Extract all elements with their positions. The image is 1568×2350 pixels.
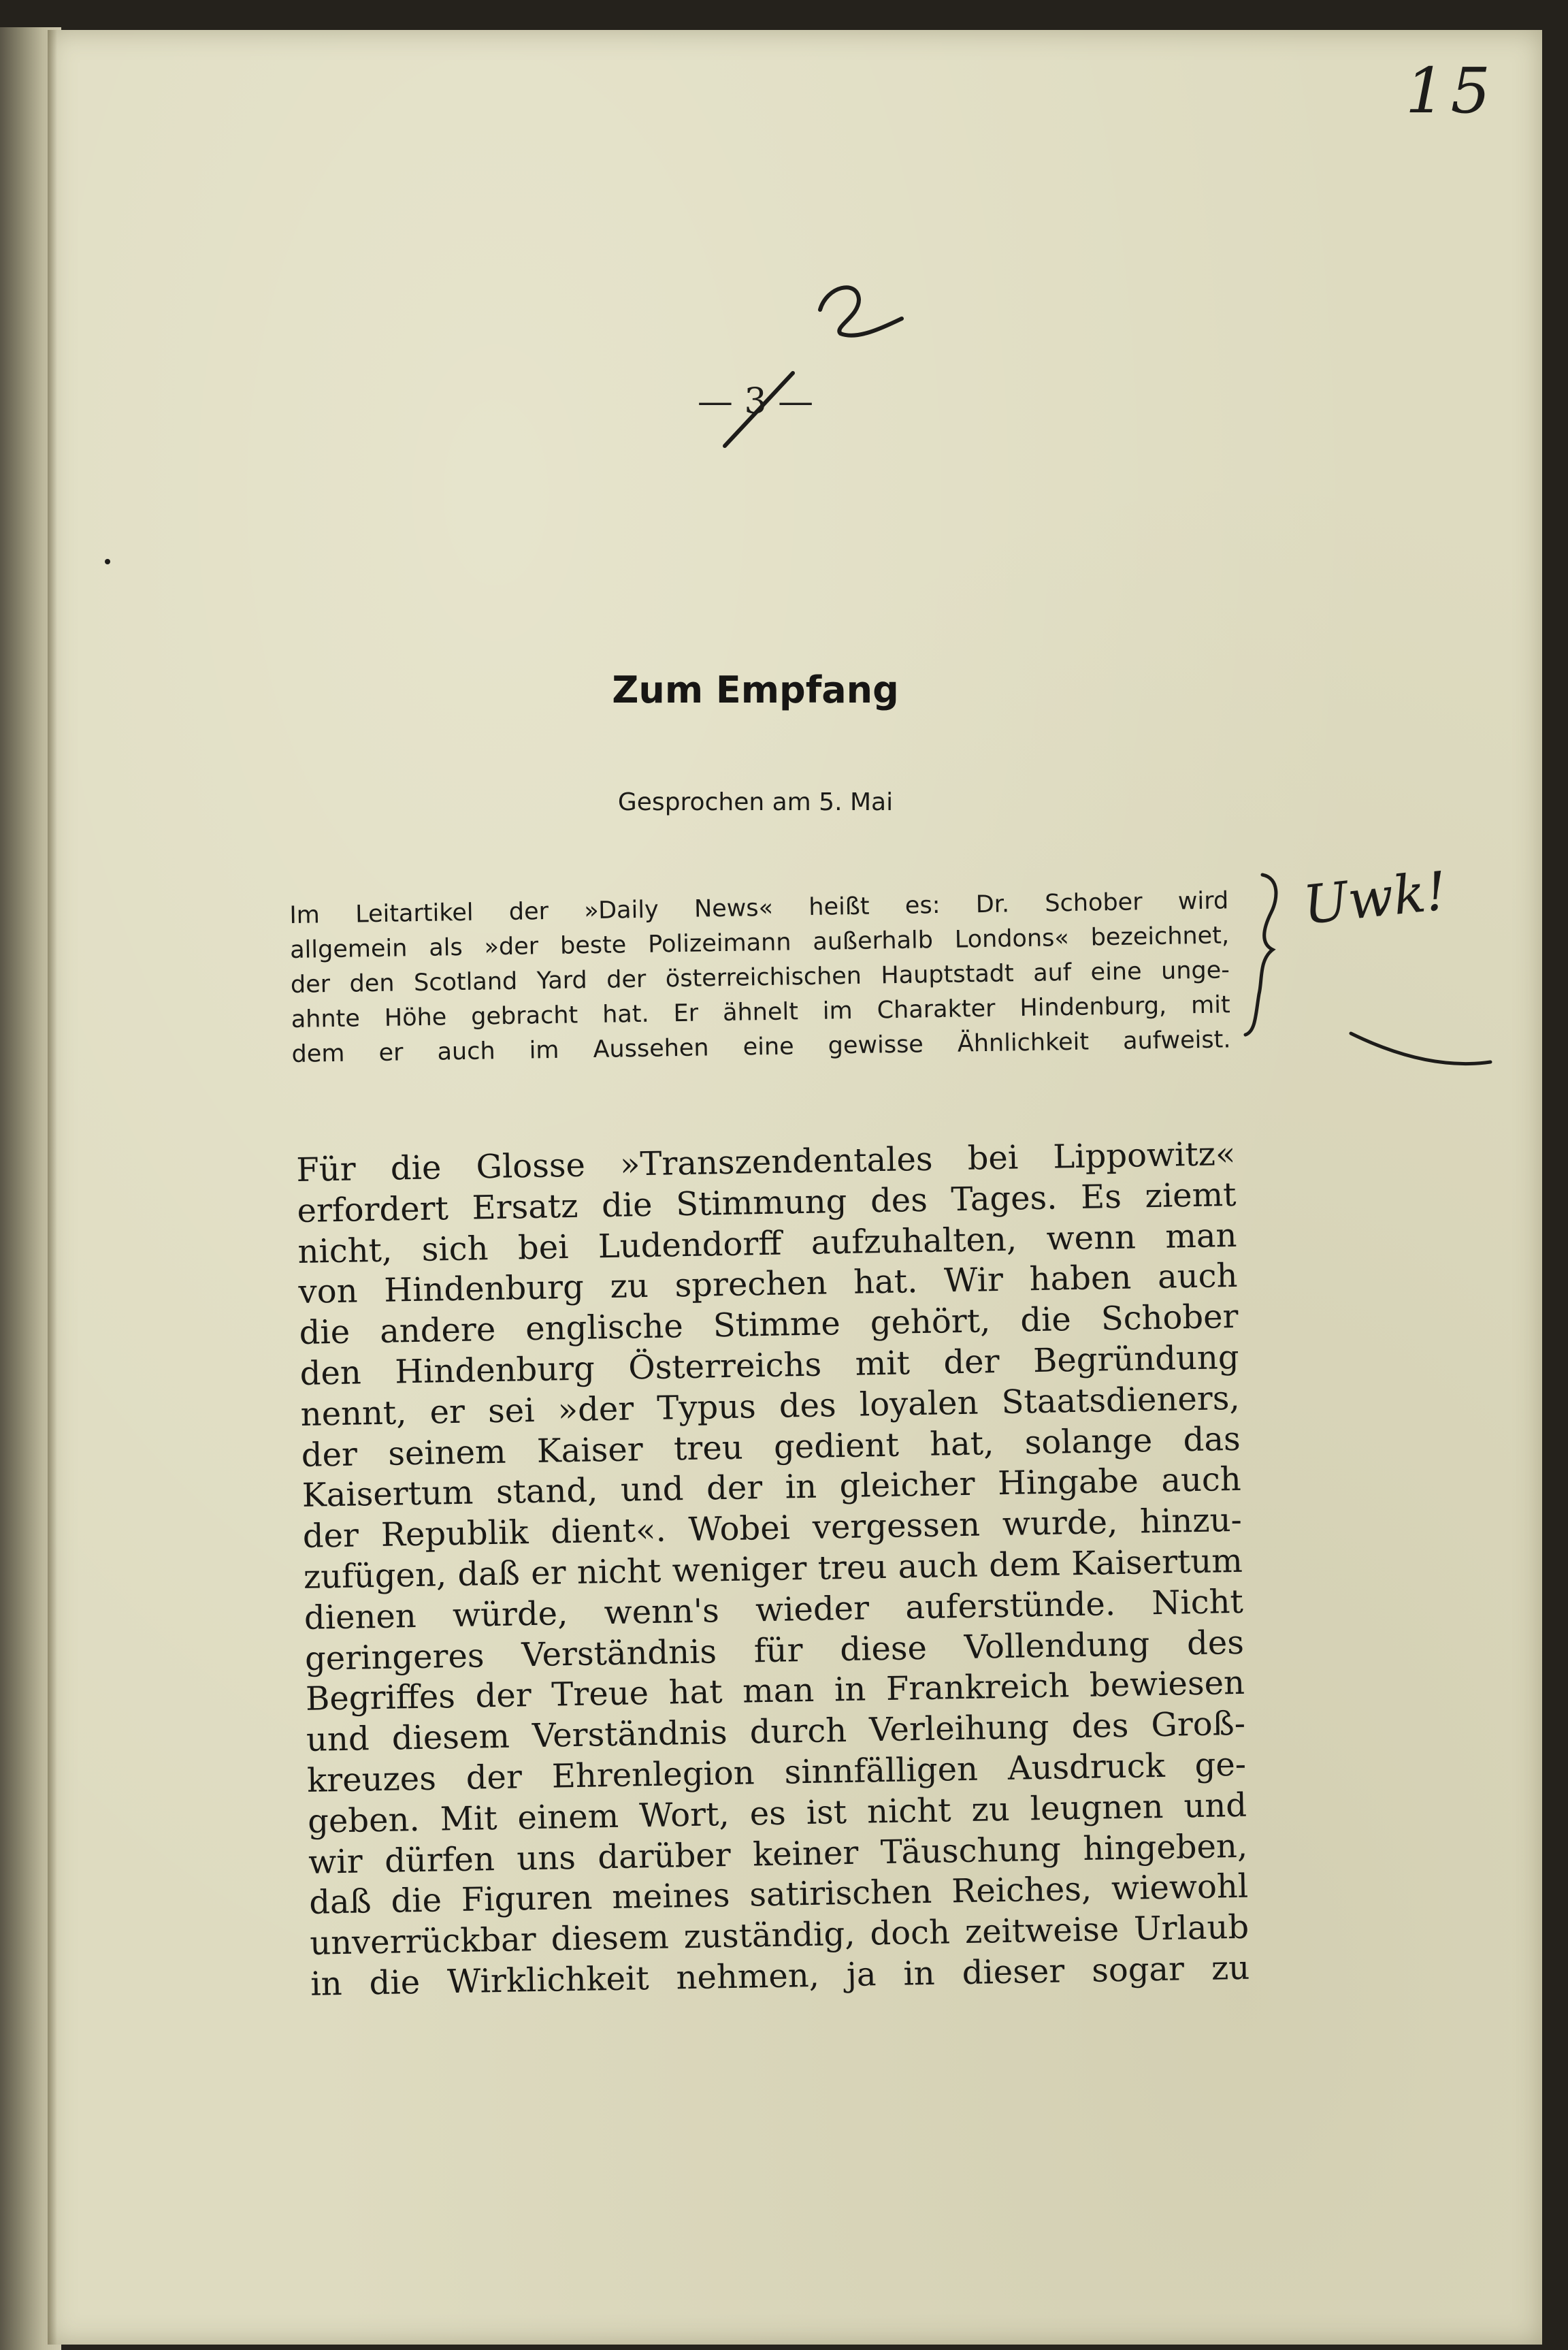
- quote-line: ahnte Höhe gebracht hat. Er ähnelt im Charakter Hindenburg, mit: [291, 991, 1230, 1033]
- page-shadow-edge: [48, 30, 57, 2345]
- page-subtitle: Gesprochen am 5. Mai: [617, 788, 894, 816]
- handwritten-folio-number: 15: [1405, 54, 1497, 127]
- body-line: den Hindenburg Österreichs mit der Begründung: [299, 1338, 1240, 1393]
- body-line: wir dürfen uns darüber keiner Täuschung hingeben,: [308, 1826, 1248, 1882]
- body-line: der seinem Kaiser treu gedient hat, solange das: [301, 1419, 1241, 1475]
- body-line: zufügen, daß er nicht weniger treu auch dem Kaisertum: [303, 1541, 1243, 1596]
- quote-line: Im Leitartikel der »Daily News« heißt es: Dr. Schober wird: [289, 887, 1229, 929]
- body-line: der Republik dient«. Wobei vergessen wurde, hinzu-: [302, 1501, 1243, 1556]
- body-line: und diesem Verständnis durch Verleihung des Groß-: [306, 1704, 1246, 1760]
- body-line: dienen würde, wenn's wieder auferstünde. Nicht: [304, 1582, 1244, 1637]
- body-line: Für die Glosse »Transzendentales bei Lippowitz«: [296, 1134, 1236, 1189]
- body-line: nicht, sich bei Ludendorff aufzuhalten, wenn man: [297, 1216, 1237, 1271]
- quote-line: der den Scotland Yard der österreichischen Hauptstadt auf eine unge-: [290, 956, 1230, 999]
- body-line: daß die Figuren meines satirischen Reiches, wiewohl: [308, 1867, 1249, 1922]
- body-line: nennt, er sei »der Typus des loyalen Staatsdieners,: [300, 1379, 1241, 1434]
- body-line: Kaisertum stand, und der in gleicher Hingabe auch: [301, 1460, 1242, 1515]
- body-line: Begriffes der Treue hat man in Frankreich bewiesen: [305, 1664, 1245, 1719]
- body-line: geringeres Verständnis für diese Vollendung des: [304, 1623, 1245, 1678]
- handwritten-annotation: Uwk!: [1300, 860, 1450, 937]
- body-text: [296, 1134, 1250, 2006]
- body-line: erfordert Ersatz die Stimmung des Tages. Es ziemt: [297, 1175, 1237, 1230]
- page-number: — 3 —: [697, 381, 814, 422]
- quote-line: dem er auch im Aussehen eine gewisse Ähnlichkeit aufweist.: [291, 1026, 1231, 1068]
- page-title: Zum Empfang: [612, 669, 899, 711]
- body-line: von Hindenburg zu sprechen hat. Wir haben auch: [298, 1257, 1238, 1312]
- body-line: unverrückbar diesem zuständig, doch zeitweise Urlaub: [309, 1908, 1250, 1963]
- quote-line: allgemein als »der beste Polizeimann außerhalb Londons« bezeichnet,: [289, 922, 1230, 964]
- body-line: in die Wirklichkeit nehmen, ja in dieser sogar zu: [310, 1948, 1250, 2003]
- body-line: die andere englische Stimme gehört, die Schober: [299, 1298, 1239, 1353]
- body-line: geben. Mit einem Wort, es ist nicht zu leugnen und: [307, 1786, 1247, 1841]
- body-line: kreuzes der Ehrenlegion sinnfälligen Ausdruck ge-: [306, 1745, 1247, 1800]
- epigraph-quote: [289, 884, 1231, 1072]
